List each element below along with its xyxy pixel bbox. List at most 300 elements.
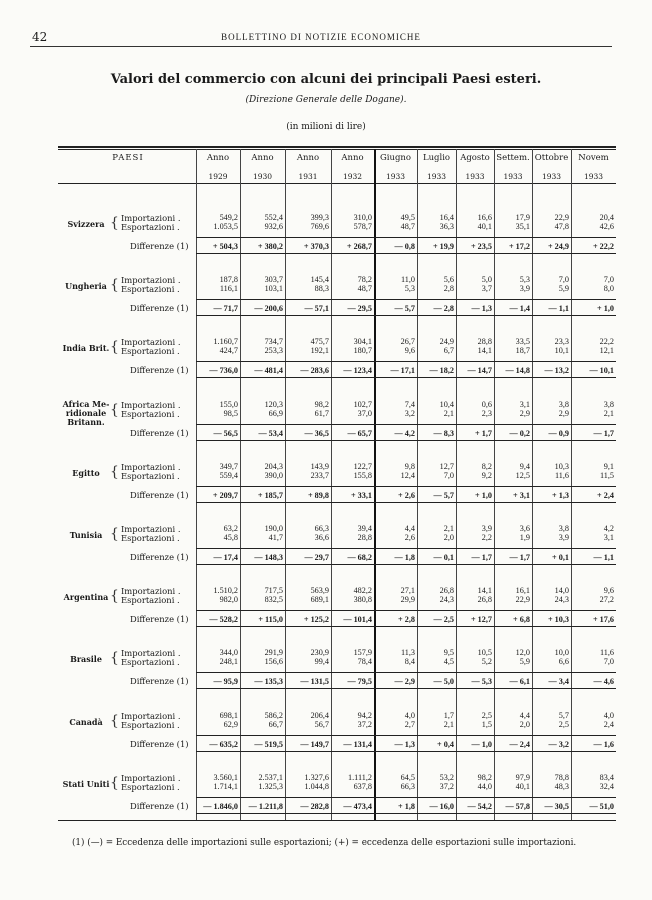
row-rule	[196, 502, 616, 503]
import-value: 26,8	[439, 586, 454, 596]
column-divider	[532, 149, 533, 820]
export-value: 689,1	[310, 595, 329, 605]
export-value: 11,6	[554, 470, 569, 480]
export-value: 2,0	[519, 719, 530, 729]
export-value: 32,4	[599, 781, 614, 791]
export-value: 41,7	[268, 533, 283, 542]
difference-value: — 68,2	[347, 553, 372, 562]
import-value: 698,1	[219, 710, 238, 720]
brace-mark: {	[110, 650, 119, 667]
export-value: 2,1	[443, 719, 454, 729]
table-subtitle: (Direzione Generale delle Dogane).	[245, 95, 407, 105]
difference-value: + 125,2	[303, 615, 329, 625]
column-header-period: Novem	[578, 153, 609, 163]
column-header-year: 1933	[503, 172, 523, 181]
export-label: Esportazioni .	[121, 284, 180, 295]
export-value: 26,8	[477, 595, 492, 605]
difference-value: — 1,4	[509, 304, 530, 314]
column-header-period: Anno	[296, 153, 320, 163]
difference-value: — 736,0	[209, 366, 238, 376]
import-value: 9,6	[603, 586, 614, 596]
import-value: 734,7	[264, 337, 283, 347]
import-value: 10,5	[477, 648, 492, 658]
export-value: 2,4	[603, 719, 614, 729]
import-value: 24,9	[439, 337, 454, 347]
difference-value: + 23,5	[470, 242, 492, 251]
export-label: Esportazioni .	[121, 470, 180, 481]
import-value: 304,1	[353, 337, 372, 347]
export-value: 8,0	[603, 284, 614, 294]
difference-value: — 135,3	[254, 677, 283, 687]
difference-value: + 370,3	[303, 242, 329, 251]
import-value: 12,7	[439, 461, 454, 471]
export-value: 10,1	[554, 346, 569, 356]
import-value: 53,2	[439, 772, 454, 782]
difference-value: — 1,1	[593, 553, 614, 562]
import-value: 204,3	[264, 461, 283, 471]
brace-mark: {	[110, 463, 119, 480]
column-divider	[456, 149, 457, 820]
column-header-period: Ottobre	[534, 153, 569, 163]
column-divider	[196, 149, 197, 820]
export-value: 832,5	[264, 595, 283, 605]
export-label: Esportazioni .	[121, 533, 180, 543]
page-number: 42	[32, 30, 48, 44]
column-divider	[285, 149, 286, 820]
difference-value: — 4,6	[593, 677, 614, 687]
brace-mark: {	[110, 215, 119, 231]
export-value: 7,0	[603, 657, 614, 667]
export-value: 2,2	[481, 533, 492, 542]
row-rule	[196, 440, 616, 441]
export-value: 1,9	[519, 533, 530, 542]
row-rule	[196, 548, 616, 549]
export-value: 9,2	[481, 470, 492, 480]
difference-value: — 57,8	[505, 801, 530, 811]
column-divider	[571, 149, 572, 820]
table-top-rule	[58, 146, 616, 148]
import-value: 3,8	[603, 399, 614, 409]
difference-value: + 2,8	[398, 615, 415, 625]
import-value: 97,9	[515, 772, 530, 782]
import-value: 10,3	[554, 461, 569, 471]
import-value: 16,1	[515, 586, 530, 596]
brace-mark: {	[110, 712, 119, 729]
column-header-period: Anno	[341, 153, 364, 163]
country-name: Ungheria	[65, 281, 107, 292]
column-header-year: 1929	[208, 172, 228, 181]
difference-value: — 0,9	[548, 428, 569, 438]
difference-value: — 1,1	[548, 304, 569, 314]
difference-value: — 1,3	[394, 739, 415, 749]
difference-value: — 5,7	[433, 490, 454, 500]
import-label: Importazioni .	[121, 772, 181, 783]
export-value: 4,5	[443, 657, 454, 667]
import-value: 7,4	[404, 399, 415, 409]
import-value: 3,8	[558, 399, 569, 409]
difference-value: — 3,4	[548, 677, 569, 687]
import-value: 475,7	[310, 337, 329, 347]
difference-value: + 12,7	[470, 615, 492, 625]
import-value: 10,0	[554, 648, 569, 658]
row-rule	[196, 361, 616, 362]
import-value: 66,3	[314, 524, 329, 533]
import-value: 9,8	[404, 461, 415, 471]
import-value: 7,0	[603, 275, 614, 285]
import-label: Importazioni .	[121, 399, 181, 410]
country-name: India Brit.	[62, 343, 110, 354]
difference-value: — 1,7	[471, 553, 492, 562]
import-value: 2,1	[443, 524, 454, 533]
export-value: 14,1	[477, 346, 492, 356]
difference-value: — 519,5	[254, 739, 283, 749]
row-rule	[196, 315, 616, 316]
export-value: 1.325,3	[258, 781, 283, 791]
difference-value: — 131,4	[343, 739, 372, 749]
difference-value: — 14,8	[505, 366, 530, 376]
column-header-year: 1933	[541, 172, 562, 181]
export-value: 11,5	[599, 470, 614, 480]
export-value: 66,9	[268, 408, 283, 418]
country-name: Canadà	[69, 716, 103, 727]
difference-value: — 4,2	[394, 428, 415, 438]
import-value: 22,2	[599, 337, 614, 347]
import-label: Importazioni .	[121, 710, 181, 721]
export-value: 1.053,5	[213, 222, 238, 231]
export-value: 18,7	[515, 346, 530, 356]
difference-value: — 0,8	[394, 242, 415, 251]
export-value: 2,9	[519, 408, 530, 418]
column-header-year: 1933	[385, 172, 406, 181]
export-value: 37,2	[439, 781, 454, 791]
running-header	[30, 30, 612, 47]
column-divider	[331, 149, 332, 820]
difference-value: + 1,0	[597, 304, 614, 314]
export-value: 48,7	[357, 284, 372, 294]
column-header-period: Agosto	[460, 153, 490, 163]
export-value: 9,6	[404, 346, 415, 356]
import-value: 4,2	[603, 524, 614, 533]
export-value: 36,6	[314, 533, 329, 542]
difference-value: — 148,3	[254, 553, 283, 562]
difference-value: + 1,0	[475, 490, 492, 500]
difference-value: + 22,2	[592, 242, 614, 251]
row-rule	[196, 610, 616, 611]
export-value: 156,6	[264, 657, 283, 667]
difference-value: + 1,8	[398, 801, 415, 811]
export-value: 3,7	[481, 284, 492, 294]
difference-value: — 123,4	[343, 366, 372, 376]
brace-mark: {	[110, 526, 119, 542]
export-value: 2,1	[443, 408, 454, 418]
difference-value: — 30,5	[544, 801, 569, 811]
import-value: 10,4	[439, 399, 454, 409]
import-value: 11,3	[400, 648, 415, 658]
row-rule	[196, 237, 616, 238]
export-value: 37,0	[357, 408, 372, 418]
difference-value: + 268,7	[346, 242, 372, 251]
import-value: 122,7	[353, 461, 372, 471]
difference-value: — 282,8	[300, 801, 329, 811]
country-name: Svizzera	[67, 219, 105, 229]
difference-value: + 2,6	[398, 490, 415, 500]
difference-value: — 2,4	[509, 739, 530, 749]
import-value: 145,4	[310, 275, 329, 285]
export-value: 3,9	[558, 533, 569, 542]
column-header-period: Anno	[206, 153, 230, 163]
country-name: Tunisia	[69, 530, 103, 540]
difference-value: — 54,2	[467, 801, 492, 811]
column-header-year: 1933	[465, 172, 485, 181]
column-header-year: 1933	[583, 172, 604, 181]
export-value: 2,0	[443, 533, 454, 542]
import-value: 9,5	[443, 648, 454, 658]
import-value: 78,2	[357, 275, 372, 285]
export-value: 99,4	[314, 657, 329, 667]
table-title: Valori del commercio con alcuni dei principali Paesi esteri.	[110, 72, 542, 87]
difference-value: — 17,1	[390, 366, 415, 376]
difference-value: — 528,2	[209, 615, 238, 625]
difference-value: — 14,7	[467, 366, 492, 376]
difference-value: + 89,8	[307, 490, 329, 500]
column-header-year: 1932	[342, 172, 363, 181]
import-value: 230,9	[310, 648, 329, 658]
import-value: 98,2	[477, 772, 492, 782]
import-value: 102,7	[353, 399, 372, 409]
import-value: 303,7	[264, 275, 283, 285]
import-value: 3.560,1	[213, 772, 238, 782]
difference-value: — 1,8	[394, 553, 415, 562]
difference-value: — 71,7	[213, 304, 238, 314]
country-name: Stati Uniti	[62, 778, 110, 789]
difference-label: Differenze (1)	[130, 241, 189, 251]
export-value: 5,3	[404, 284, 415, 294]
export-label: Esportazioni .	[121, 222, 180, 232]
import-value: 190,0	[264, 524, 283, 533]
difference-value: — 10,1	[589, 366, 614, 376]
difference-value: — 0,2	[509, 428, 530, 438]
export-value: 424,7	[219, 346, 238, 356]
export-label: Esportazioni .	[121, 408, 180, 419]
column-header-year: 1931	[298, 172, 318, 181]
export-value: 3,2	[404, 408, 415, 418]
export-value: 578,7	[353, 222, 372, 231]
export-value: 6,6	[558, 657, 569, 667]
country-name: Egitto	[72, 467, 100, 478]
export-value: 2,6	[404, 533, 415, 542]
difference-value: — 1.846,0	[203, 801, 238, 811]
export-value: 2,1	[603, 408, 614, 418]
import-value: 344,0	[219, 648, 238, 658]
column-header-period: Giugno	[379, 153, 412, 163]
export-value: 45,8	[223, 533, 238, 542]
export-value: 62,9	[223, 719, 238, 729]
difference-value: — 149,7	[300, 739, 329, 749]
import-value: 563,9	[310, 586, 329, 596]
difference-value: — 36,5	[304, 428, 329, 438]
import-value: 3,9	[481, 524, 492, 533]
difference-value: + 504,3	[212, 242, 238, 251]
export-value: 1.044,8	[304, 781, 329, 791]
import-value: 1.160,7	[213, 337, 238, 347]
import-value: 49,5	[400, 213, 415, 222]
export-value: 1,5	[481, 719, 492, 729]
import-value: 4,0	[404, 710, 415, 720]
difference-value: — 2,5	[433, 615, 454, 625]
difference-value: — 29,7	[304, 553, 329, 562]
difference-value: — 13,2	[544, 366, 569, 376]
difference-value: — 29,5	[347, 304, 372, 314]
export-value: 48,3	[554, 781, 569, 791]
export-value: 248,1	[219, 657, 238, 667]
import-value: 206,4	[310, 710, 329, 720]
brace-mark: {	[110, 339, 119, 356]
difference-value: — 6,1	[509, 677, 530, 687]
export-label: Esportazioni .	[121, 595, 180, 606]
row-rule	[196, 813, 616, 814]
difference-value: — 17,4	[213, 553, 238, 562]
difference-value: + 33,1	[350, 490, 372, 500]
difference-value: — 3,2	[548, 739, 569, 749]
import-value: 399,3	[310, 213, 329, 222]
import-value: 2.537,1	[258, 772, 283, 782]
row-rule	[196, 735, 616, 736]
export-value: 66,3	[400, 781, 415, 791]
export-value: 12,1	[599, 346, 614, 356]
import-value: 586,2	[264, 710, 283, 720]
import-value: 14,0	[554, 586, 569, 596]
difference-value: — 101,4	[343, 615, 372, 625]
difference-value: — 0,1	[433, 553, 454, 562]
difference-value: + 17,2	[508, 242, 530, 251]
export-label: Esportazioni .	[121, 346, 180, 357]
row-rule	[196, 626, 616, 627]
column-header-year: 1933	[426, 172, 447, 181]
import-value: 23,3	[554, 337, 569, 347]
export-value: 12,5	[515, 470, 530, 480]
difference-value: — 2,8	[433, 304, 454, 314]
country-name: Africa Me- ridionale Britann.	[62, 398, 110, 427]
export-value: 982,0	[219, 595, 238, 605]
import-label: Importazioni .	[121, 524, 181, 534]
row-rule	[196, 688, 616, 689]
import-label: Importazioni .	[121, 461, 181, 472]
difference-label: Differenze (1)	[130, 676, 189, 687]
column-divider	[240, 149, 241, 820]
import-value: 39,4	[357, 524, 372, 533]
difference-value: — 1,0	[471, 739, 492, 749]
export-value: 12,4	[400, 470, 415, 480]
country-name: Argentina	[63, 592, 109, 603]
export-value: 559,4	[219, 470, 238, 480]
import-value: 143,9	[310, 461, 329, 471]
row-rule	[196, 299, 616, 300]
difference-value: — 5,3	[471, 677, 492, 687]
import-value: 549,2	[219, 213, 238, 222]
brace-mark: {	[110, 277, 119, 294]
export-value: 37,2	[357, 719, 372, 729]
export-value: 7,0	[443, 470, 454, 480]
footnote: (1) (—) = Eccedenza delle importazioni sulle esportazioni; (+) = eccedenza delle esportazioni sulle importazioni.	[72, 838, 577, 848]
difference-label: Differenze (1)	[130, 489, 189, 500]
export-value: 24,3	[554, 595, 569, 605]
export-value: 253,3	[264, 346, 283, 356]
difference-value: + 1,3	[552, 490, 569, 500]
difference-value: — 635,2	[209, 739, 238, 749]
import-value: 5,3	[519, 275, 530, 285]
difference-label: Differenze (1)	[130, 614, 189, 625]
import-value: 482,2	[353, 586, 372, 596]
table-bottom-rule	[58, 820, 616, 821]
export-value: 155,8	[353, 470, 372, 480]
difference-value: — 8,3	[433, 428, 454, 438]
import-value: 9,4	[519, 461, 530, 471]
export-value: 5,2	[481, 657, 492, 667]
difference-value: + 10,3	[547, 615, 569, 625]
row-rule	[196, 751, 616, 752]
import-label: Importazioni .	[121, 586, 181, 597]
export-value: 932,6	[264, 222, 283, 231]
import-value: 5,0	[481, 275, 492, 285]
export-value: 56,7	[314, 719, 329, 729]
import-value: 0,6	[481, 399, 492, 409]
import-label: Importazioni .	[121, 337, 181, 348]
export-value: 380,8	[353, 595, 372, 605]
export-value: 44,0	[477, 781, 492, 791]
export-value: 22,9	[515, 595, 530, 605]
export-value: 5,9	[558, 284, 569, 294]
import-value: 27,1	[400, 586, 415, 596]
difference-value: — 131,5	[300, 677, 329, 687]
import-value: 187,8	[219, 275, 238, 285]
export-value: 36,3	[439, 222, 454, 231]
import-value: 12,0	[515, 648, 530, 658]
export-value: 24,3	[439, 595, 454, 605]
import-value: 94,2	[357, 710, 372, 720]
export-label: Esportazioni .	[121, 781, 180, 792]
difference-value: — 1.211,8	[248, 801, 283, 811]
difference-value: — 53,4	[258, 428, 283, 438]
import-value: 717,5	[264, 586, 283, 596]
difference-label: Differenze (1)	[130, 800, 189, 811]
export-value: 61,7	[314, 408, 329, 418]
difference-value: — 5,7	[394, 304, 415, 314]
difference-value: + 185,7	[257, 490, 283, 500]
row-rule	[196, 377, 616, 378]
difference-value: + 2,4	[597, 490, 614, 500]
difference-value: — 1,3	[471, 304, 492, 314]
export-value: 637,8	[353, 781, 372, 791]
import-value: 5,6	[443, 275, 454, 285]
difference-value: — 200,6	[254, 304, 283, 314]
import-value: 11,0	[400, 275, 415, 285]
import-value: 157,9	[353, 648, 372, 658]
export-value: 40,1	[515, 781, 530, 791]
export-value: 28,8	[357, 533, 372, 542]
import-value: 1,7	[443, 710, 454, 720]
difference-value: + 209,7	[212, 490, 238, 500]
country-name: Brasile	[70, 654, 102, 665]
export-value: 2,5	[558, 719, 569, 729]
column-header-period: Anno	[251, 153, 274, 163]
export-value: 2,3	[481, 408, 492, 418]
export-value: 180,7	[353, 346, 372, 356]
column-divider	[494, 149, 495, 820]
export-value: 192,1	[310, 346, 329, 356]
import-value: 11,6	[599, 648, 614, 658]
difference-value: — 1,7	[593, 428, 614, 438]
import-value: 3,6	[519, 524, 530, 533]
